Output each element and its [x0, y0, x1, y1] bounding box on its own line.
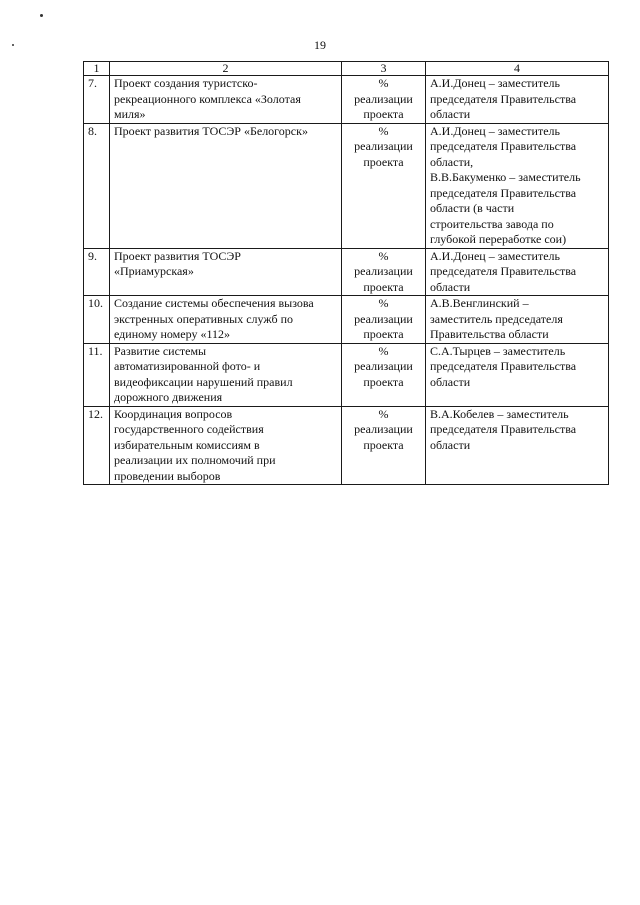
task-cell: Проект развития ТОСЭР «Белогорск» — [110, 123, 342, 248]
page-number: 19 — [314, 38, 326, 52]
responsible-cell: А.И.Донец – заместитель председателя Правительства области, В.В.Бакуменко – заместитель председателя Правительства области (в части строительства завода по глубокой переработке сои) — [426, 123, 609, 248]
column-header: 3 — [342, 62, 426, 76]
row-number: 8. — [84, 123, 110, 248]
row-number: 10. — [84, 296, 110, 344]
table-row — [84, 76, 609, 124]
column-header: 1 — [84, 62, 110, 76]
indicator-cell: % реализации проекта — [342, 296, 426, 344]
table-row — [84, 123, 609, 248]
indicator-cell: % реализации проекта — [342, 76, 426, 124]
indicator-cell: % реализации проекта — [342, 123, 426, 248]
task-cell: Развитие системы автоматизированной фото- и видеофиксации нарушений правил дорожного движения — [110, 343, 342, 406]
responsible-cell: А.И.Донец – заместитель председателя Правительства области — [426, 248, 609, 296]
row-number: 9. — [84, 248, 110, 296]
responsible-cell: С.А.Тырцев – заместитель председателя Правительства области — [426, 343, 609, 406]
task-cell: Проект создания туристско- рекреационного комплекса «Золотая миля» — [110, 76, 342, 124]
table-row — [84, 343, 609, 406]
task-cell: Создание системы обеспечения вызова экстренных оперативных служб по единому номеру «112» — [110, 296, 342, 344]
column-header: 4 — [426, 62, 609, 76]
table-row — [84, 248, 609, 296]
responsibility-table — [83, 61, 609, 485]
row-number: 12. — [84, 406, 110, 485]
indicator-cell: % реализации проекта — [342, 343, 426, 406]
table-header-row — [84, 62, 609, 76]
table-row — [84, 406, 609, 485]
responsible-cell: В.А.Кобелев – заместитель председателя Правительства области — [426, 406, 609, 485]
indicator-cell: % реализации проекта — [342, 248, 426, 296]
scan-speck — [40, 14, 43, 17]
task-cell: Проект развития ТОСЭР «Приамурская» — [110, 248, 342, 296]
row-number: 7. — [84, 76, 110, 124]
responsible-cell: А.И.Донец – заместитель председателя Правительства области — [426, 76, 609, 124]
column-header: 2 — [110, 62, 342, 76]
row-number: 11. — [84, 343, 110, 406]
indicator-cell: % реализации проекта — [342, 406, 426, 485]
table-row — [84, 296, 609, 344]
task-cell: Координация вопросов государственного содействия избирательным комиссиям в реализации их полномочий при проведении выборов — [110, 406, 342, 485]
responsible-cell: А.В.Венглинский – заместитель председателя Правительства области — [426, 296, 609, 344]
